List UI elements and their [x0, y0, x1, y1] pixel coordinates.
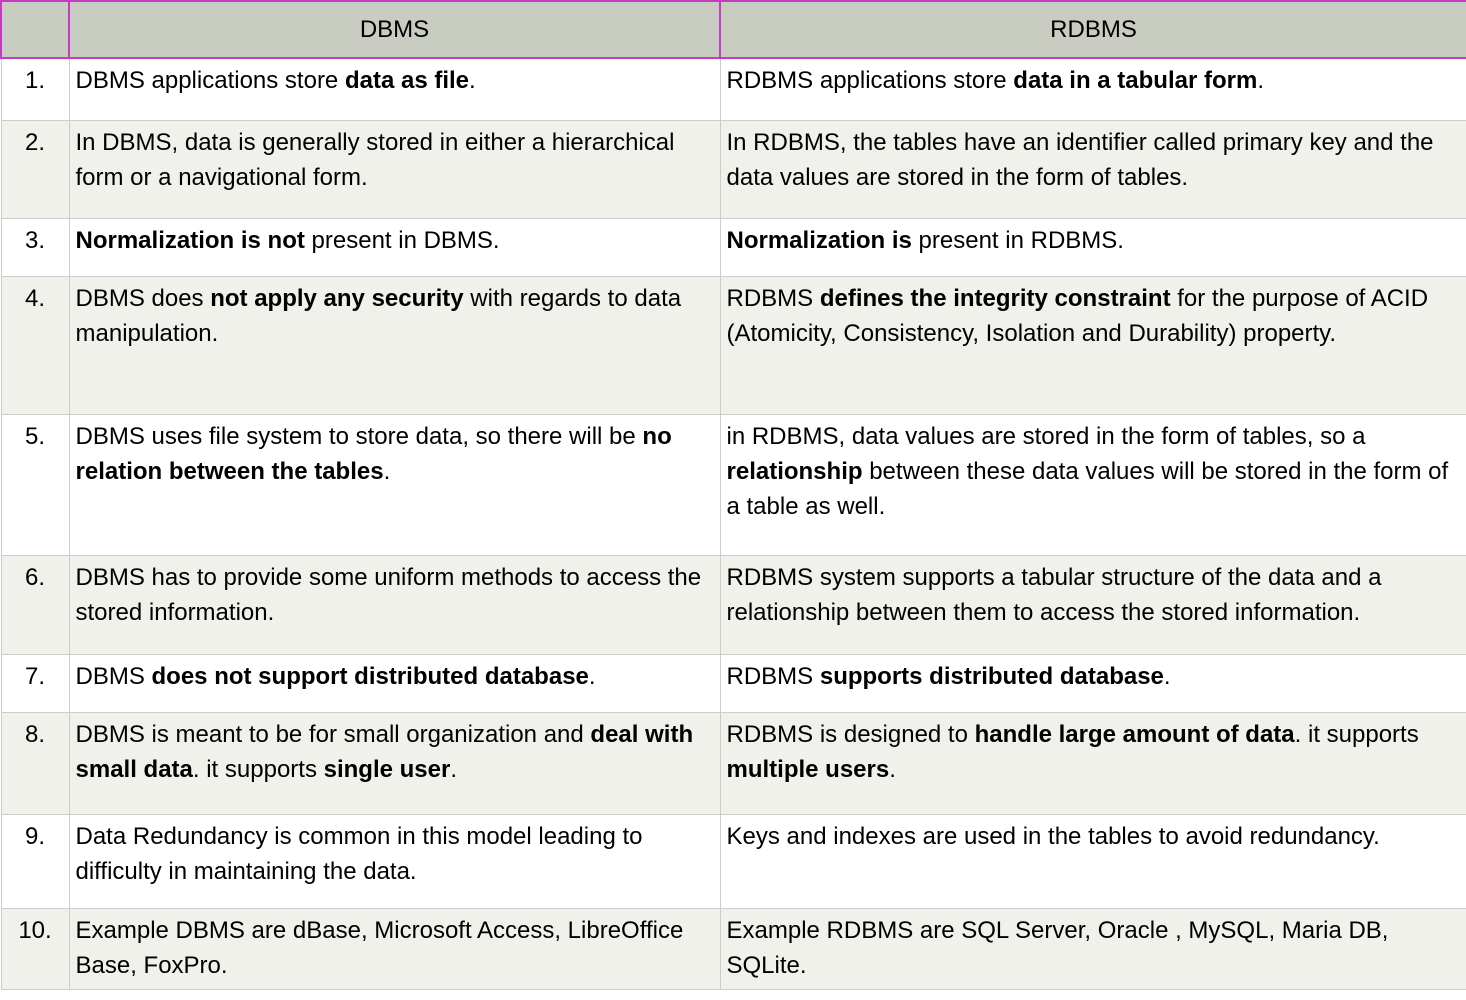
header-row	[1, 1, 1466, 58]
rdbms-cell	[720, 218, 1466, 276]
cell-text: . it supports	[192, 755, 324, 783]
cell-text: present in RDBMS.	[911, 226, 1124, 254]
cell-text: DBMS uses file system to store data, so there will be	[75, 422, 643, 450]
cell-text: DBMS does	[75, 284, 211, 312]
dbms-cell	[69, 218, 720, 276]
row-number: 4.	[1, 276, 69, 414]
cell-text: .	[469, 67, 476, 94]
cell-text: Keys and indexes are used in the tables to avoid redundancy.	[726, 822, 1380, 850]
row-number: 2.	[1, 120, 69, 218]
table-row	[1, 414, 1466, 555]
cell-text: for the purpose of ACID (Atomicity, Consistency, Isolation and Durability) property.	[726, 284, 1429, 347]
rdbms-cell	[720, 120, 1466, 218]
rdbms-cell	[720, 654, 1466, 712]
cell-text: .	[450, 755, 458, 783]
dbms-cell	[69, 908, 720, 989]
cell-text: RDBMS	[726, 284, 820, 312]
table-row	[1, 58, 1466, 120]
bold-text: not apply any security	[210, 284, 464, 312]
cell-text: .	[889, 755, 896, 783]
table-row	[1, 908, 1466, 989]
cell-text: Example DBMS are dBase, Microsoft Access, LibreOffice Base, FoxPro.	[75, 916, 684, 979]
table-row	[1, 555, 1466, 654]
row-number: 9.	[1, 814, 69, 908]
dbms-cell	[69, 58, 720, 120]
row-number: 10.	[1, 908, 69, 989]
cell-text: RDBMS is designed to	[726, 720, 975, 748]
dbms-cell	[69, 414, 720, 555]
cell-text: between these data values will be stored in the form of a table as well.	[726, 457, 1449, 520]
rdbms-cell	[720, 908, 1466, 989]
table-body	[1, 58, 1466, 989]
rdbms-cell	[720, 276, 1466, 414]
rdbms-cell	[720, 814, 1466, 908]
dbms-cell	[69, 555, 720, 654]
bold-text: supports distributed database	[819, 662, 1164, 690]
bold-text: Normalization is	[726, 226, 912, 254]
bold-text: relationship	[726, 457, 863, 485]
table-row	[1, 814, 1466, 908]
row-number: 1.	[1, 58, 69, 120]
table-row	[1, 654, 1466, 712]
cell-text: .	[1257, 67, 1264, 94]
bold-text: multiple users	[726, 755, 890, 783]
cell-text: .	[383, 457, 391, 485]
bold-text: data as file	[344, 67, 470, 94]
bold-text: does not support distributed database	[151, 662, 589, 690]
rdbms-cell	[720, 414, 1466, 555]
cell-text: RDBMS	[726, 662, 820, 690]
cell-text: Data Redundancy is common in this model leading to difficulty in maintaining the data.	[75, 822, 643, 885]
cell-text: RDBMS system supports a tabular structure of the data and a relationship between them to access the stored information.	[726, 563, 1382, 626]
header-dbms: DBMS	[69, 1, 720, 58]
bold-text: defines the integrity constraint	[819, 284, 1171, 312]
dbms-cell	[69, 120, 720, 218]
table-row	[1, 276, 1466, 414]
bold-text: no relation between the tables	[75, 422, 672, 485]
bold-text: handle large amount of data	[974, 720, 1295, 748]
bold-text: deal with small data	[75, 720, 694, 783]
cell-text: DBMS applications store	[75, 67, 345, 94]
cell-text: In RDBMS, the tables have an identifier called primary key and the data values are stored in the form of tables.	[726, 128, 1434, 191]
table-row	[1, 120, 1466, 218]
cell-text: in RDBMS, data values are stored in the form of tables, so a	[726, 422, 1366, 450]
cell-text: DBMS	[75, 662, 152, 690]
dbms-cell	[69, 814, 720, 908]
header-rdbms: RDBMS	[720, 1, 1466, 58]
cell-text: In DBMS, data is generally stored in either a hierarchical form or a navigational form.	[75, 128, 675, 191]
bold-text: Normalization is not	[75, 226, 305, 254]
cell-text: DBMS is meant to be for small organization and	[75, 720, 591, 748]
cell-text: . it supports	[1294, 720, 1419, 748]
dbms-cell	[69, 712, 720, 814]
bold-text: single user	[323, 755, 451, 783]
cell-text: .	[1163, 662, 1171, 690]
rdbms-cell	[720, 555, 1466, 654]
cell-text: .	[588, 662, 596, 690]
row-number: 3.	[1, 218, 69, 276]
cell-text: DBMS has to provide some uniform methods to access the stored information.	[75, 563, 702, 626]
cell-text: present in DBMS.	[304, 226, 500, 254]
header-number	[1, 1, 69, 58]
row-number: 6.	[1, 555, 69, 654]
dbms-cell	[69, 276, 720, 414]
cell-text: with regards to data manipulation.	[75, 284, 682, 347]
table-row	[1, 218, 1466, 276]
cell-text: RDBMS applications store	[726, 67, 1014, 94]
rdbms-cell	[720, 712, 1466, 814]
row-number: 7.	[1, 654, 69, 712]
row-number: 8.	[1, 712, 69, 814]
table-row	[1, 712, 1466, 814]
bold-text: data in a tabular form	[1013, 67, 1258, 94]
cell-text: Example RDBMS are SQL Server, Oracle , MySQL, Maria DB, SQLite.	[726, 916, 1389, 979]
dbms-cell	[69, 654, 720, 712]
row-number: 5.	[1, 414, 69, 555]
rdbms-cell	[720, 58, 1466, 120]
